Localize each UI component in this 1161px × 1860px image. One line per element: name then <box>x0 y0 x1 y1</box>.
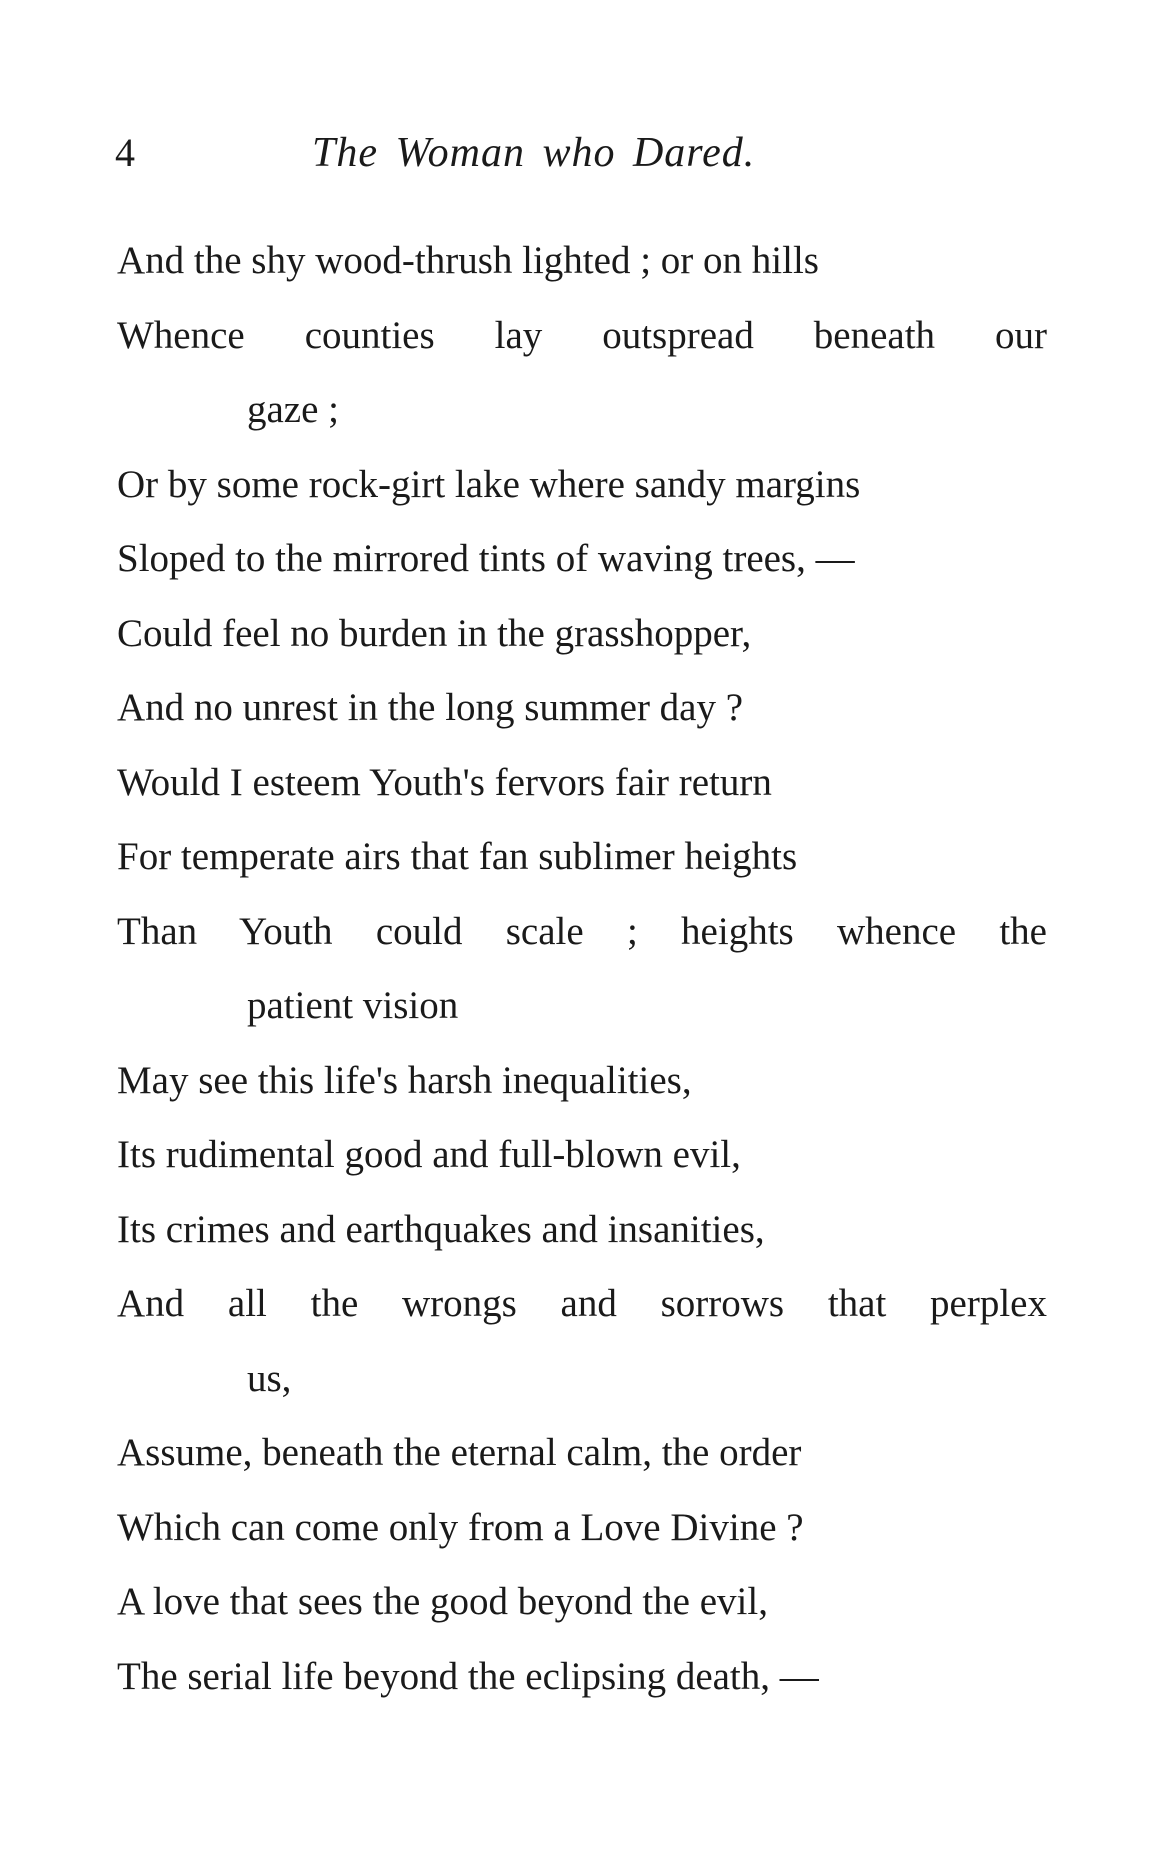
poem-line: Than Youth could scale ; heights whence the <box>117 909 1047 953</box>
poem-line: Its crimes and earthquakes and insanities, <box>117 1207 765 1251</box>
poem-line: A love that sees the good beyond the evil, <box>117 1580 768 1623</box>
page-number: 4 <box>115 130 135 175</box>
poem-line: For temperate airs that fan sublimer heights <box>117 835 798 878</box>
poem-line: Assume, beneath the eternal calm, the order <box>117 1431 802 1474</box>
poem-line: Its rudimental good and full-blown evil, <box>117 1133 741 1176</box>
poem-line: And the shy wood-thrush lighted ; or on hills <box>117 239 819 282</box>
poem-body <box>117 235 1047 1725</box>
poem-line: Which can come only from a Love Divine ? <box>117 1505 804 1549</box>
poem-line: The serial life beyond the eclipsing death, — <box>117 1654 819 1698</box>
poem-line-continuation: us, <box>247 1356 292 1400</box>
poem-line: Sloped to the mirrored tints of waving trees, — <box>117 537 855 580</box>
poem-line: Or by some rock-girt lake where sandy margins <box>117 462 861 506</box>
running-title: The Woman who Dared. <box>312 130 756 176</box>
poem-line: Could feel no burden in the grasshopper, <box>117 611 752 655</box>
poem-line: May see this life's harsh inequalities, <box>117 1058 692 1102</box>
poem-line: And no unrest in the long summer day ? <box>117 686 744 729</box>
poem-line-continuation: patient vision <box>247 984 459 1027</box>
poem-line-continuation: gaze ; <box>247 388 340 431</box>
poem-line: And all the wrongs and sorrows that perplex <box>117 1282 1047 1325</box>
page-header <box>115 128 875 178</box>
poem-line: Would I esteem Youth's fervors fair return <box>117 760 772 804</box>
poem-line: Whence counties lay outspread beneath our <box>117 313 1047 357</box>
